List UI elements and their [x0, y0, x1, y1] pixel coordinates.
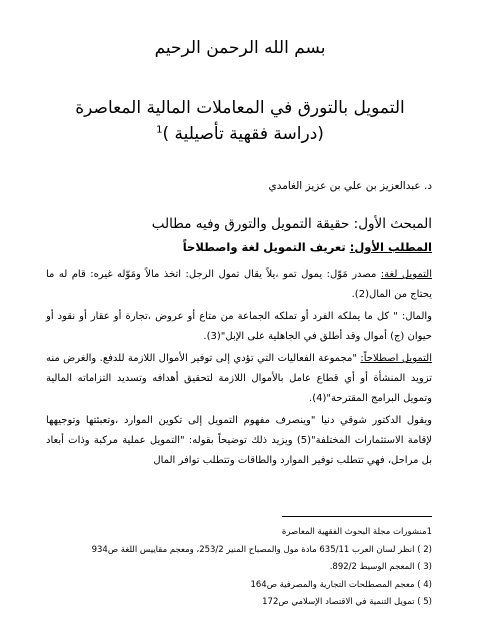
paper-title: التمويل بالتورق في المعاملات المالية المعاصرة	[75, 98, 405, 118]
subsection-label: المطلب الأول:	[349, 240, 432, 254]
paragraph	[46, 265, 432, 305]
footnote-divider	[282, 516, 432, 517]
paragraph	[46, 349, 432, 409]
paragraph-text: مصدر مَوّل: يمول تمو ،يلاً يقال تمول الرجل: اتخذ مالاً ومَوّله غيره: قام له ما يحتاج من المال	[46, 269, 432, 300]
footnote-item: (2 ) انظر لسان العرب 635/11 مادة مول والمصباح المنير 253/2، ومعجم مقاييس اللغة ص934	[91, 544, 432, 555]
footnotes	[46, 524, 432, 612]
footnote-item: 1منشورات مجلة البحوث الفقهية المعاصرة	[281, 527, 432, 537]
section-heading: المبحث الأول: حقيقة التمويل والتورق وفيه مطالب	[151, 216, 432, 232]
footnote-item: (5 ) تمويل التنمية في الاقتصاد الإسلامي ص172	[262, 597, 432, 607]
paper-subtitle	[0, 124, 480, 144]
paragraph-text: والمال: " كل ما يملكه الفرد أو تملكه الجماعة من متاع أو عروض ،تجارة أو عقار أو نقود أو حيوان (ج) أموال وقد أطلق في الجاهلية على الإبل"	[46, 311, 432, 342]
paragraph-tail: .	[309, 393, 313, 404]
paragraph-text: ويقول الدكتور شوقي دنيا "وينصرف مفهوم التمويل إلى تكوين الموارد ،وتعبئتها وتوجيهها لإقامة الاستثمارات المختلفة"	[46, 415, 432, 446]
footnote-ref: (3)	[206, 331, 221, 342]
footnote-item: (3 ) المعجم الوسيط 892/2.	[329, 562, 432, 572]
subsection-heading	[46, 240, 432, 254]
body-text	[46, 265, 432, 473]
footnote-ref: (5)	[296, 435, 312, 446]
basmala: بسم الله الرحمن الرحيم	[154, 38, 326, 58]
subsection-text: تعريف التمويل لغة واصطلاحاً	[182, 240, 350, 254]
term-label: التمويل لغة:	[380, 269, 432, 280]
subtitle-text: (دراسة فقهية تأصيلية )	[162, 124, 324, 144]
footnote-ref: (4)	[312, 393, 327, 404]
title-footnote-ref: 1	[156, 124, 163, 136]
paragraph-tail: .	[351, 289, 355, 300]
paragraph-tail: ويزيد ذلك توضيحاً بقوله: "التمويل عملية مركبة وذات أبعاد بل مراحل، فهي تتطلب توفير الموارد والطاقات وتتطلب توافر المال	[46, 435, 432, 466]
footnote-item: (4 ) معجم المصطلحات التجارية والمصرفية ص164	[250, 579, 432, 590]
author-name: د. عبدالعزيز بن علي بن عزيز الغامدي	[268, 180, 432, 192]
paragraph	[46, 307, 432, 347]
footnote-ref: (2)	[354, 289, 369, 300]
paragraph-tail: .	[203, 331, 207, 342]
paragraph	[46, 411, 432, 471]
paragraph-text: "مجموعة الفعاليات التي تؤدي إلى توفير الأموال اللازمة للدفع. والغرض منه تزويد المنشأة أو أي قطاع عامل بالأموال اللازمة لتحقيق أهدافه وتسديد التزاماته المالية وتمويل البرامج المقترحة"	[46, 353, 432, 404]
term-label: التمويل اصطلاحاً:	[360, 353, 432, 364]
